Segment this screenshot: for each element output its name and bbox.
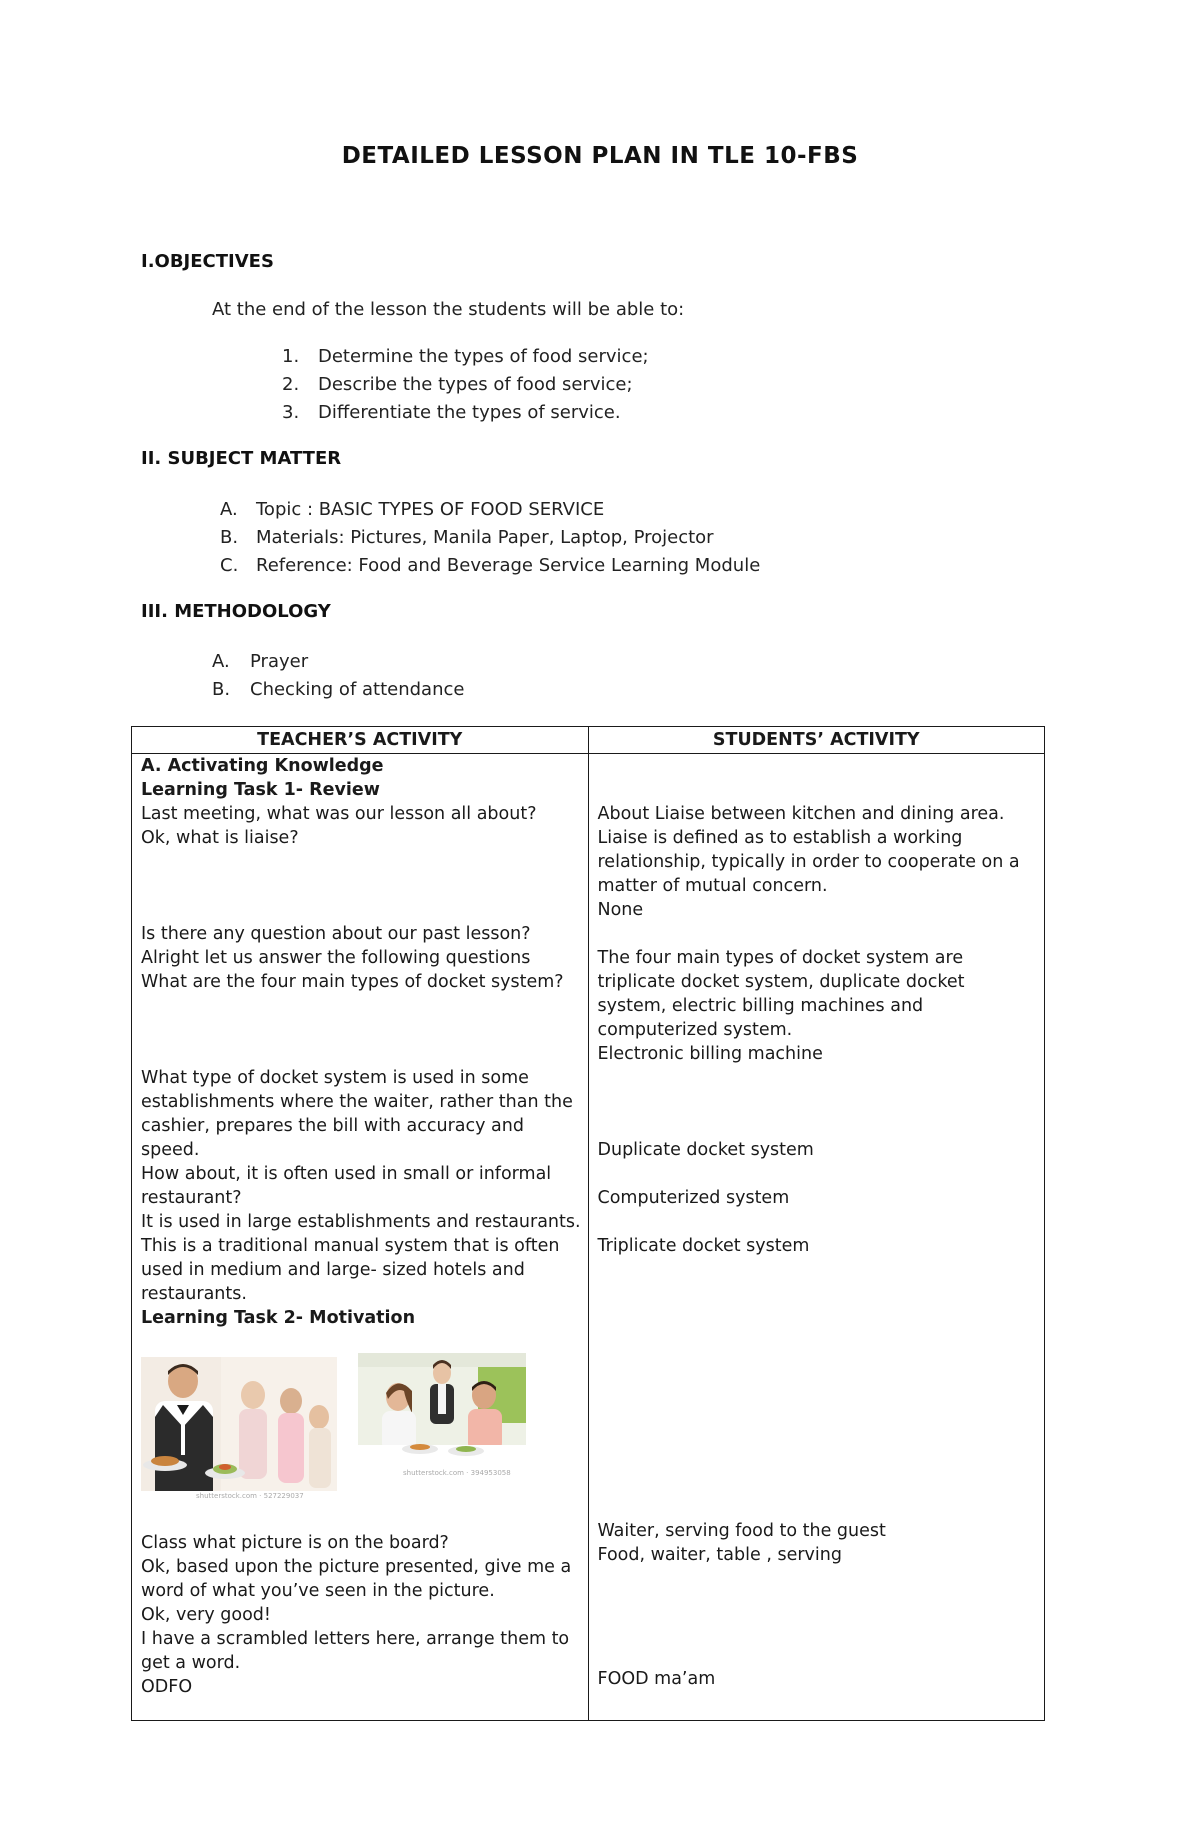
teacher-question: I have a scrambled letters here, arrange them to get a word. (141, 1629, 570, 1673)
teacher-question: Is there any question about our past lesson? (141, 924, 531, 944)
teacher-activity-cell (132, 754, 589, 1721)
student-answer: Electronic billing machine (597, 1044, 823, 1064)
motivation-pictures (141, 1357, 581, 1500)
student-answer: About Liaise between kitchen and dining area. (597, 804, 1005, 824)
students-activity-header: STUDENTS’ ACTIVITY (588, 727, 1045, 754)
objectives-intro: At the end of the lesson the students will be able to: (212, 299, 685, 320)
list-item: A. Topic : BASIC TYPES OF FOOD SERVICE (220, 499, 605, 520)
teacher-motivation-block (141, 1531, 582, 1699)
section-a-title: A. Activating Knowledge (141, 756, 384, 776)
student-answer: Duplicate docket system (597, 1140, 814, 1160)
teacher-question: Class what picture is on the board? (141, 1533, 449, 1553)
table-header-row (132, 727, 1045, 754)
teacher-question: It is used in large establishments and restaurants. (141, 1212, 581, 1232)
list-item: A. Prayer (212, 651, 309, 672)
students-review-block (598, 802, 1039, 922)
student-answer: Waiter, serving food to the guest (597, 1521, 886, 1541)
teacher-question: Last meeting, what was our lesson all about? (141, 804, 537, 824)
table-row (132, 754, 1045, 1721)
objectives-heading: I.OBJECTIVES (141, 251, 274, 272)
teacher-question: What are the four main types of docket system? (141, 972, 564, 992)
student-answer: Triplicate docket system (597, 1236, 810, 1256)
student-answer: FOOD ma’am (597, 1669, 716, 1689)
list-item: 2. Describe the types of food service; (282, 374, 633, 395)
teacher-question: How about, it is often used in small or informal restaurant? (141, 1164, 552, 1208)
list-item: C. Reference: Food and Beverage Service Learning Module (220, 555, 761, 576)
list-item: B. Checking of attendance (212, 679, 465, 700)
teacher-intro-block (141, 754, 582, 850)
task1-title: Learning Task 1- Review (141, 780, 380, 800)
teacher-question: What type of docket system is used in some establishments where the waiter, rather than the cashier, prepares the bill with accuracy and speed. (141, 1068, 573, 1160)
student-answer: Liaise is defined as to establish a working relationship, typically in order to cooperate on a matter of mutual concern. (597, 828, 1020, 896)
teacher-questions-block (141, 922, 582, 994)
document-title: DETAILED LESSON PLAN IN TLE 10-FBS (341, 143, 859, 169)
task2-title: Learning Task 2- Motivation (141, 1308, 416, 1328)
students-motivation-block (598, 1519, 1039, 1567)
teacher-question: Ok, based upon the picture presented, give me a word of what you’ve seen in the picture. (141, 1557, 572, 1601)
methodology-list (212, 648, 464, 704)
teacher-question: This is a traditional manual system that is often used in medium and large- sized hotels and restaurants. (141, 1236, 560, 1304)
teacher-question: Alright let us answer the following questions (141, 948, 531, 968)
student-answer: Computerized system (597, 1188, 790, 1208)
student-answer: The four main types of docket system are triplicate docket system, duplicate docket system, electric billing machines and computerized system. (597, 948, 965, 1040)
teacher-docket-block (141, 1066, 582, 1330)
list-item: 3. Differentiate the types of service. (282, 402, 621, 423)
photo-credit: shutterstock.com · 527229037 (196, 1492, 304, 1500)
students-docket-block (598, 946, 1039, 1066)
list-item: B. Materials: Pictures, Manila Paper, Laptop, Projector (220, 527, 714, 548)
waiter-serving-photo (141, 1357, 337, 1491)
teacher-activity-header: TEACHER’S ACTIVITY (132, 727, 589, 754)
scrambled-word: ODFO (141, 1677, 193, 1697)
teacher-question: Ok, what is liaise? (141, 828, 299, 848)
activity-table (131, 726, 1045, 1721)
list-item: 1. Determine the types of food service; (282, 346, 649, 367)
teacher-question: Ok, very good! (141, 1605, 271, 1625)
subject-matter-list (220, 496, 760, 580)
student-answer: Food, waiter, table , serving (597, 1545, 842, 1565)
guests-dining-photo (358, 1353, 526, 1467)
methodology-heading: III. METHODOLOGY (141, 601, 331, 622)
photo-credit: shutterstock.com · 394953058 (403, 1469, 511, 1477)
student-answer: None (597, 900, 644, 920)
students-activity-cell (588, 754, 1045, 1721)
objectives-list (282, 343, 649, 427)
subject-matter-heading: II. SUBJECT MATTER (141, 448, 342, 469)
